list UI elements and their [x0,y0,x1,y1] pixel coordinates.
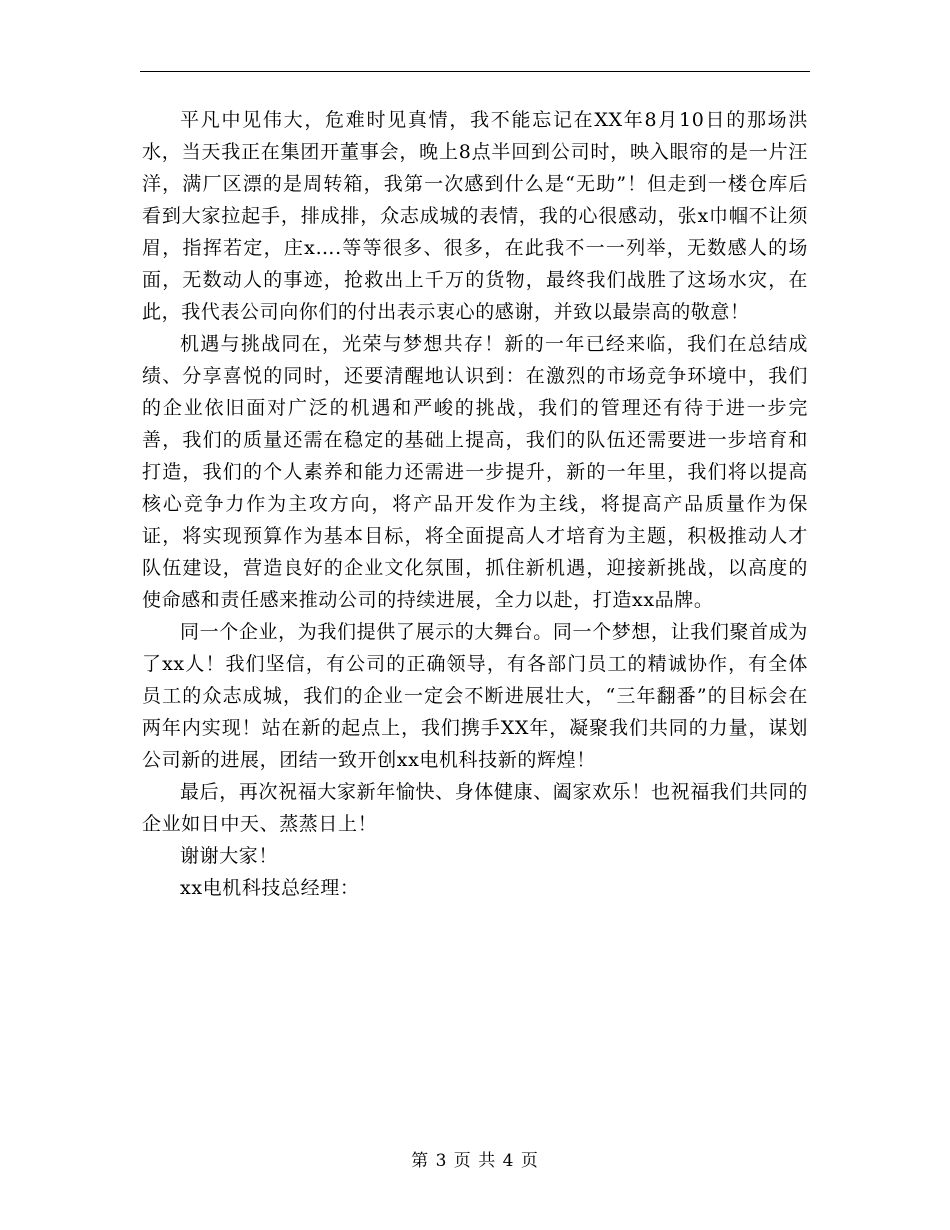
paragraph-signature: xx电机科技总经理： [180,877,360,899]
document-body [142,104,808,904]
paragraph-opportunity: 机遇与挑战同在，光荣与梦想共存！新的一年已经来临，我们在总结成绩、分享喜悦的同时，还要清醒地认识到：在激烈的市场竞争环境中，我们的企业依旧面对广泛的机遇和严峻的挑战，我们的管理还有待于进一步完善，我们的质量还需在稳定的基础上提高，我们的队伍还需要进一步培育和打造，我们的个人素养和能力还需进一步提升，新的一年里，我们将以提高核心竞争力作为主攻方向，将产品开发作为主线，将提高产品质量作为保证，将实现预算作为基本目标，将全面提高人才培育为主题，积极推动人才队伍建设，营造良好的企业文化氛围，抓住新机遇，迎接新挑战，以高度的使命感和责任感来推动公司的持续进展，全力以赴，打造xx品牌。 [142,333,808,611]
header-rule [140,71,810,72]
paragraph-wishes: 最后，再次祝福大家新年愉快、身体健康、阖家欢乐！也祝福我们共同的企业如日中天、蒸蒸日上！ [142,781,808,835]
paragraph-flood: 平凡中见伟大，危难时见真情，我不能忘记在XX年8月10日的那场洪水，当天我正在集团开董事会，晚上8点半回到公司时，映入眼帘的是一片汪洋，满厂区漂的是周转箱，我第一次感到什么是“无助”！但走到一楼仓库后看到大家拉起手，排成排，众志成城的表情，我的心很感动，张x巾帼不让须眉，指挥若定，庄x….等等很多、很多，在此我不一一列举，无数感人的场面，无数动人的事迹，抢救出上千万的货物，最终我们战胜了这场水灾，在此，我代表公司向你们的付出表示衷心的感谢，并致以最崇高的敬意！ [142,109,808,323]
paragraph-thanks: 谢谢大家！ [180,845,279,867]
paragraph-dream: 同一个企业，为我们提供了展示的大舞台。同一个梦想，让我们聚首成为了xx人！我们坚信，有公司的正确领导，有各部门员工的精诚协作，有全体员工的众志成城，我们的企业一定会不断进展壮大，“三年翻番”的目标会在两年内实现！站在新的起点上，我们携手XX年，凝聚我们共同的力量，谋划公司新的进展，团结一致开创xx电机科技新的辉煌！ [142,621,808,771]
page-number: 第 3 页 共 4 页 [411,1151,539,1171]
page-footer [0,1146,950,1171]
